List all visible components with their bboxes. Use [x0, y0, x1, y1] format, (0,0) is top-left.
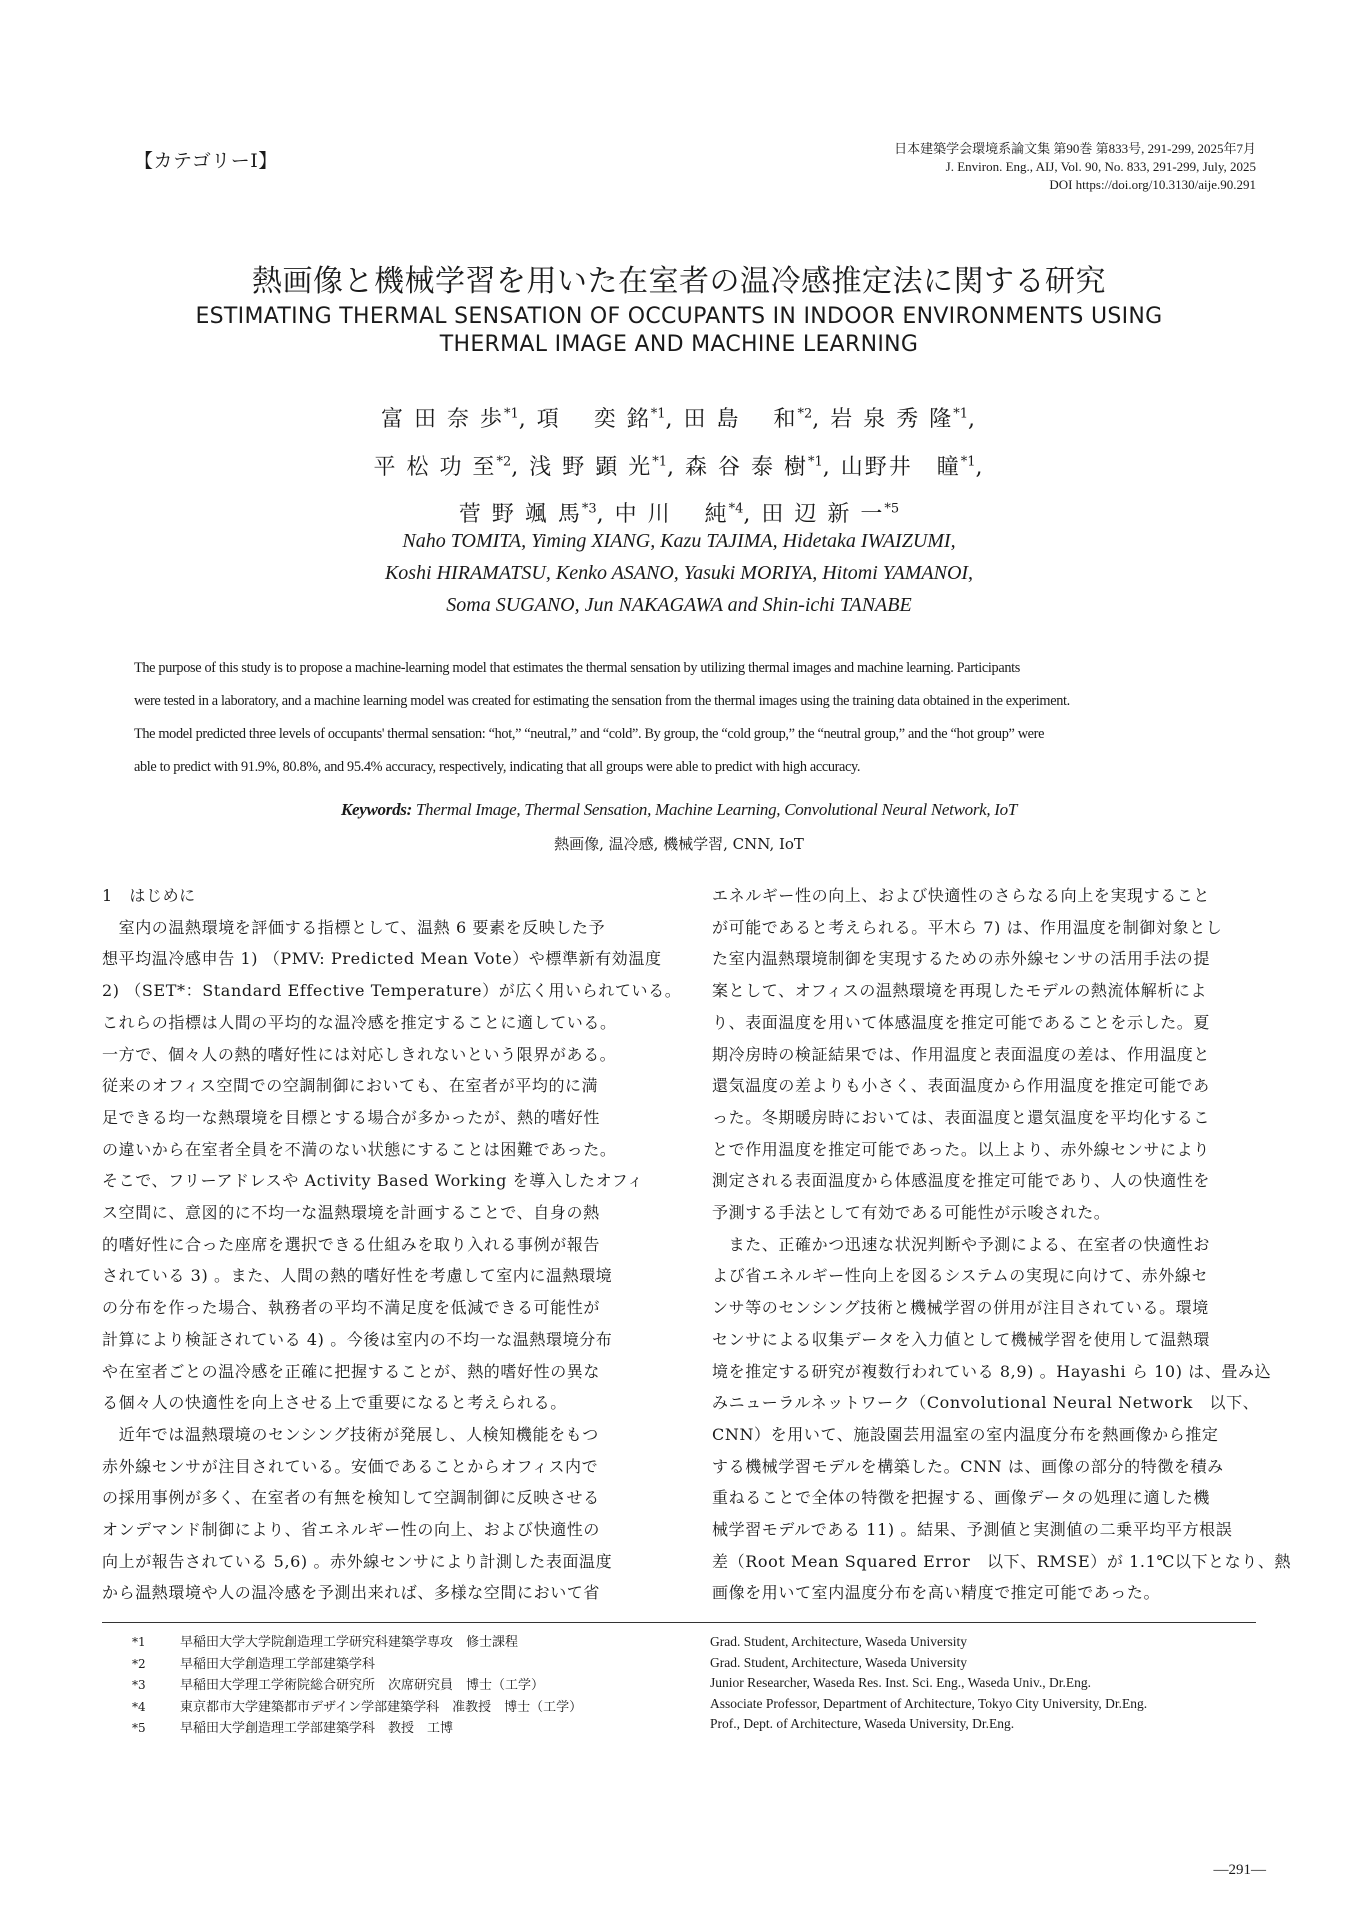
paper-title-en-line: THERMAL IMAGE AND MACHINE LEARNING [439, 332, 919, 357]
abstract-line: were tested in a laboratory, and a machine learning model was created for estimating the sensation from the thermal images using the training data obtained in the experiment. [134, 693, 1070, 709]
author-separator: , [975, 454, 985, 480]
body-line: ンサ等のセンシング技術と機械学習の併用が注目されている。環境 [712, 1298, 1209, 1318]
body-line: されている 3) 。また、人間の熱的嗜好性を考慮して室内に温熱環境 [102, 1266, 613, 1286]
author-name-ja: 富 田 奈 歩 [380, 407, 504, 433]
author-name-ja: 項 奕 銘 [536, 407, 651, 433]
body-line: また、正確かつ迅速な状況判断や予測による、在室者の快適性お [712, 1234, 1211, 1254]
body-line: る個々人の快適性を向上させる上で重要になると考えられる。 [102, 1393, 567, 1413]
body-line: の違いから在室者全員を不満のない状態にすることは困難であった。 [102, 1139, 617, 1159]
body-line: から温熱環境や人の温冷感を予測出来れば、多様な空間において省 [102, 1583, 601, 1603]
author-separator: , [665, 407, 684, 433]
author-ja [685, 455, 841, 480]
author-separator: , [596, 501, 615, 527]
author-line-en: Koshi HIRAMATSU, Kenko ASANO, Yasuki MORIYA, Hitomi YAMANOI, [384, 562, 974, 584]
author-separator: , [968, 407, 978, 433]
author-name-ja: 森 谷 泰 樹 [684, 454, 808, 480]
abstract-line: The model predicted three levels of occupants' thermal sensation: “hot,” “neutral,” and “cold”. By group, the “cold group,” the “neutral group,” and the “hot group” were [134, 726, 1045, 742]
body-line: 的嗜好性に合った座席を選択できる仕組みを取り入れる事例が報告 [102, 1234, 601, 1254]
body-line: た室内温熱環境制御を実現するための赤外線センサの活用手法の提 [712, 949, 1211, 969]
author-ja [830, 407, 977, 432]
affiliation-text-ja: 早稲田大学理工学術院総合研究所 次席研究員 博士（工学） [180, 1678, 545, 1693]
paper-title-en [0, 303, 1358, 359]
author-name-ja: 山野井 瞳 [840, 454, 961, 480]
author-separator: , [812, 407, 831, 433]
author-line-en: Naho TOMITA, Yiming XIANG, Kazu TAJIMA, Hidetaka IWAIZUMI, [402, 530, 956, 552]
body-line: 案として、オフィスの温熱環境を再現したモデルの熱流体解析によ [712, 981, 1208, 1001]
affiliation-mark: *1 [960, 454, 976, 470]
affiliation-en: Prof., Dept. of Architecture, Waseda University, Dr.Eng. [710, 1716, 1015, 1731]
keywords-list: Thermal Image, Thermal Sensation, Machine Learning, Convolutional Neural Network, IoT [411, 800, 1018, 819]
author-name-ja: 中 川 純 [614, 501, 729, 527]
body-line: エネルギー性の向上、および快適性のさらなる向上を実現すること [712, 886, 1211, 905]
author-name-ja: 田 島 和 [683, 407, 798, 433]
keywords-ja: 熱画像, 温冷感, 機械学習, CNN, IoT [554, 835, 804, 853]
body-line: する機械学習モデルを構築した。CNN は、画像の部分的特徴を積み [712, 1456, 1224, 1476]
author-separator: , [743, 501, 762, 527]
doi-link[interactable]: DOI https://doi.org/10.3130/aije.90.291 [1049, 177, 1256, 192]
abstract-line: able to predict with 91.9%, 80.8%, and 95.4% accuracy, respectively, indicating that all groups were able to predict with high accuracy. [134, 759, 861, 775]
affiliation-mark: *1 [503, 407, 519, 422]
body-line: 想平均温冷感申告 1) （PMV: Predicted Mean Vote）や標準新有効温度 [102, 949, 662, 969]
body-line: 計算により検証されている 4) 。今後は室内の不均一な温熱環境分布 [102, 1329, 613, 1349]
affiliation-mark: *1 [650, 407, 666, 422]
body-line: 一方で、個々人の熱的嗜好性には対応しきれないという限界がある。 [102, 1044, 617, 1064]
body-line: 測定される表面温度から体感温度を推定可能であり、人の快適性を [712, 1171, 1211, 1191]
keywords-label: Keywords: [340, 800, 412, 819]
body-line: CNN）を用いて、施設園芸用温室の室内温度分布を熱画像から推定 [712, 1424, 1219, 1444]
section-heading: 1 はじめに [102, 886, 196, 905]
affiliations-ja [132, 1632, 582, 1740]
body-line: 期冷房時の検証結果では、作用温度と表面温度の差は、作用温度と [712, 1044, 1211, 1064]
author-name-ja: 浅 野 顕 光 [529, 454, 653, 480]
affiliation-mark: *1 [953, 407, 969, 422]
keywords-en [0, 800, 1358, 820]
body-line: 向上が報告されている 5,6) 。赤外線センサにより計測した表面温度 [102, 1551, 613, 1571]
affiliation-mark: *1 [652, 454, 667, 470]
body-line: 画像を用いて室内温度分布を高い精度で推定可能であった。 [712, 1583, 1161, 1603]
paper-title-en-line: ESTIMATING THERMAL SENSATION OF OCCUPANTS IN INDOOR ENVIRONMENTS USING [195, 304, 1163, 329]
journal-citation-ja: 日本建築学会環境系論文集 第90巻 第833号, 291-299, 2025年7月 [894, 141, 1256, 156]
affiliation-text-ja: 早稲田大学創造理工学部建築学科 [180, 1656, 376, 1672]
author-line-ja [0, 441, 1358, 488]
body-line: の分布を作った場合、執務者の平均不満足度を低減できる可能性が [102, 1298, 601, 1318]
affiliation-en: Grad. Student, Architecture, Waseda University [710, 1654, 967, 1670]
body-line: そこで、フリーアドレスや Activity Based Working を導入したオフィ [102, 1171, 644, 1191]
body-line: った。冬期暖房時においては、表面温度と還気温度を平均化するこ [712, 1107, 1211, 1127]
author-ja [459, 502, 615, 527]
body-line: 足できる均一な熱環境を目標とする場合が多かったが、熱的嗜好性 [102, 1107, 601, 1127]
author-ja [537, 407, 684, 432]
affiliations-en [710, 1632, 1147, 1735]
affiliation-mark: *5 [132, 1721, 146, 1735]
body-line: センサによる収集データを入力値として機械学習を使用して温熱環 [712, 1329, 1211, 1349]
affiliation-mark: *2 [132, 1656, 146, 1671]
affiliation-mark: *5 [884, 501, 900, 517]
footnote-divider [102, 1622, 1256, 1623]
author-list-ja [0, 394, 1358, 536]
body-line: 予測する手法として有効である可能性が示唆された。 [712, 1203, 1111, 1223]
paper-title-ja: 熱画像と機械学習を用いた在室者の温冷感推定法に関する研究 [252, 264, 1106, 299]
body-line: 従来のオフィス空間での空調制御においても、在室者が平均的に満 [102, 1076, 599, 1096]
body-line: 差（Root Mean Squared Error 以下、RMSE）が 1.1℃以下となり、熱 [712, 1551, 1292, 1571]
author-ja [684, 407, 831, 432]
author-ja [761, 502, 899, 527]
journal-citation [894, 140, 1256, 194]
affiliation-text-ja: 早稲田大学創造理工学部建築学科 教授 工博 [180, 1721, 454, 1736]
affiliation-ja [132, 1697, 582, 1719]
body-column-right [712, 880, 1292, 1609]
body-line: や在室者ごとの温冷感を正確に把握することが、熱的嗜好性の異な [102, 1361, 601, 1381]
affiliation-text-ja: 東京都市大学建築都市デザイン学部建築学科 准教授 博士（工学） [180, 1699, 583, 1715]
affiliation-mark: *2 [496, 454, 512, 470]
abstract-line: The purpose of this study is to propose a machine-learning model that estimates the thermal sensation by utilizing thermal images and machine learning. Participants [134, 660, 1020, 676]
affiliation-mark: *4 [132, 1699, 146, 1714]
body-line: の採用事例が多く、在室者の有無を検知して空調制御に反映させる [102, 1488, 600, 1508]
affiliation-mark: *2 [797, 407, 813, 422]
affiliation-text-ja: 早稲田大学大学院創造理工学研究科建築学専攻 修士課程 [180, 1635, 519, 1650]
body-line: これらの指標は人間の平均的な温冷感を推定することに適している。 [102, 1012, 617, 1032]
affiliation-ja [132, 1654, 582, 1676]
body-line: 重ねることで全体の特徴を把握する、画像データの処理に適した機 [712, 1488, 1211, 1508]
author-ja [841, 455, 985, 480]
affiliation-ja [132, 1718, 582, 1740]
affiliation-ja [132, 1675, 582, 1697]
affiliation-en: Grad. Student, Architecture, Waseda University [710, 1634, 967, 1649]
affiliation-ja [132, 1632, 582, 1654]
body-line: り、表面温度を用いて体感温度を推定可能であることを示した。夏 [712, 1012, 1211, 1032]
body-column-left [102, 880, 682, 1609]
author-separator: , [511, 454, 530, 480]
abstract [134, 652, 1238, 784]
affiliation-mark: *4 [728, 501, 744, 517]
author-separator: , [822, 454, 841, 480]
author-ja [373, 455, 529, 480]
author-ja [615, 502, 762, 527]
author-name-ja: 田 辺 新 一 [761, 501, 885, 527]
body-line: とで作用温度を推定可能であった。以上より、赤外線センサにより [712, 1139, 1210, 1159]
author-line-ja [0, 394, 1358, 441]
author-ja [381, 407, 537, 432]
author-name-ja: 平 松 功 至 [373, 454, 497, 480]
body-line: オンデマンド制御により、省エネルギー性の向上、および快適性の [102, 1520, 601, 1540]
body-line: 近年では温熱環境のセンシング技術が発展し、人検知機能をもつ [102, 1424, 599, 1444]
affiliation-en: Associate Professor, Department of Architecture, Tokyo City University, Dr.Eng. [710, 1695, 1148, 1711]
body-line: 室内の温熱環境を評価する指標として、温熱 6 要素を反映した予 [102, 917, 606, 937]
author-name-ja: 菅 野 颯 馬 [458, 501, 582, 527]
body-line: 赤外線センサが注目されている。安価であることからオフィス内で [102, 1456, 599, 1476]
author-ja [529, 455, 685, 480]
author-name-ja: 岩 泉 秀 隆 [830, 407, 954, 433]
body-line: 械学習モデルである 11) 。結果、予測値と実測値の二乗平均平方根誤 [712, 1520, 1233, 1540]
body-line: が可能であると考えられる。平木ら 7) は、作用温度を制御対象とし [712, 917, 1223, 937]
affiliation-mark: *3 [132, 1678, 146, 1692]
author-separator: , [666, 454, 685, 480]
body-line: みニューラルネットワーク（Convolutional Neural Network 以下、 [712, 1393, 1260, 1413]
body-line: 境を推定する研究が複数行われている 8,9) 。Hayashi ら 10) は、畳み込 [712, 1361, 1272, 1381]
journal-citation-en: J. Environ. Eng., AIJ, Vol. 90, No. 833, 291-299, July, 2025 [945, 159, 1256, 174]
body-line: よび省エネルギー性向上を図るシステムの実現に向けて、赤外線セ [712, 1266, 1209, 1286]
author-list-en [0, 525, 1358, 621]
author-line-en: Soma SUGANO, Jun NAKAGAWA and Shin-ichi TANABE [446, 594, 912, 616]
author-separator: , [518, 407, 537, 433]
category-label: 【カテゴリーⅠ】 [134, 150, 278, 172]
body-line: ス空間に、意図的に不均一な温熱環境を計画することで、自身の熱 [102, 1203, 600, 1223]
page-number: ―291― [1213, 1862, 1266, 1878]
body-line: 2) （SET*：Standard Effective Temperature）が広く用いられている。 [102, 981, 682, 1001]
affiliation-en: Junior Researcher, Waseda Res. Inst. Sci. Eng., Waseda Univ., Dr.Eng. [710, 1675, 1091, 1690]
affiliation-mark: *1 [132, 1635, 146, 1649]
affiliation-mark: *1 [807, 454, 823, 470]
body-line: 還気温度の差よりも小さく、表面温度から作用温度を推定可能であ [712, 1076, 1210, 1096]
affiliation-mark: *3 [581, 501, 597, 517]
